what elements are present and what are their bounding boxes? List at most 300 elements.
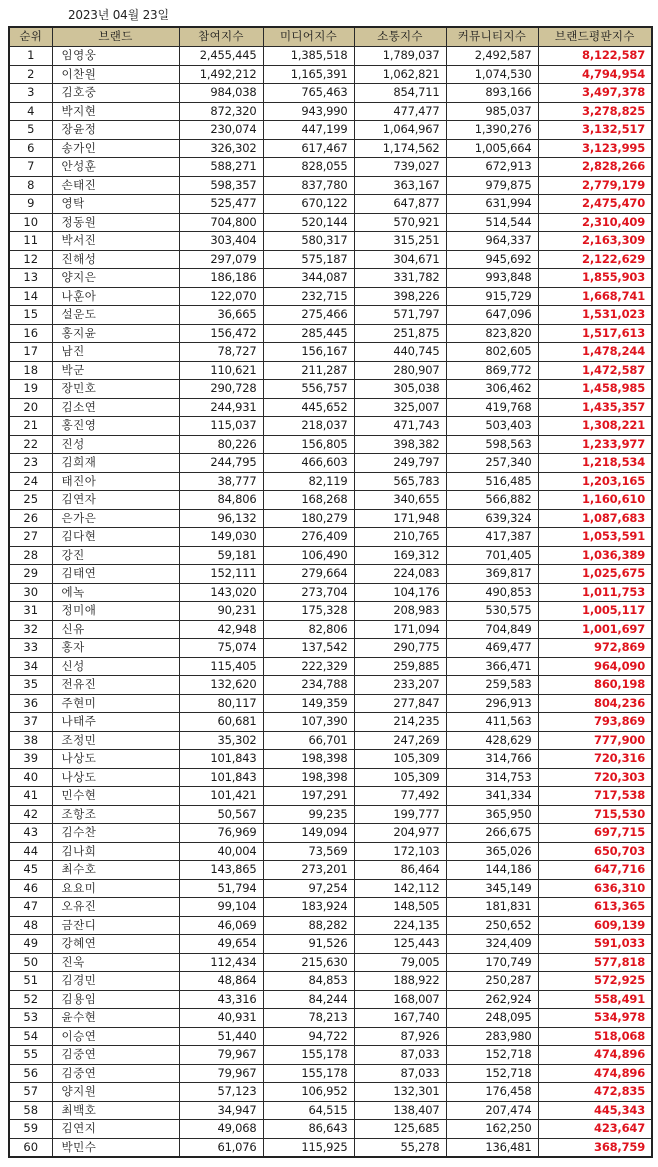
col-header-communication: 소통지수 — [354, 27, 446, 47]
media-cell: 156,805 — [263, 435, 354, 454]
brand-cell: 태진아 — [52, 472, 179, 491]
community-cell: 259,583 — [446, 676, 538, 695]
table-row — [9, 306, 652, 325]
communication-cell: 77,492 — [354, 787, 446, 806]
rank-cell: 18 — [9, 361, 52, 380]
rank-cell: 49 — [9, 935, 52, 954]
brand-cell: 김중연 — [52, 1064, 179, 1083]
communication-cell: 104,176 — [354, 583, 446, 602]
communication-cell: 171,094 — [354, 620, 446, 639]
table-row — [9, 195, 652, 214]
reputation-score-cell: 1,233,977 — [538, 435, 652, 454]
table-row — [9, 65, 652, 84]
brand-cell: 임영웅 — [52, 47, 179, 66]
brand-cell: 홍자 — [52, 639, 179, 658]
community-cell: 419,768 — [446, 398, 538, 417]
participation-cell: 80,117 — [179, 694, 263, 713]
community-cell: 802,605 — [446, 343, 538, 362]
participation-cell: 49,654 — [179, 935, 263, 954]
col-header-community: 커뮤니티지수 — [446, 27, 538, 47]
participation-cell: 297,079 — [179, 250, 263, 269]
brand-cell: 최백호 — [52, 1101, 179, 1120]
reputation-score-cell: 715,530 — [538, 805, 652, 824]
table-row — [9, 842, 652, 861]
reputation-score-cell: 793,869 — [538, 713, 652, 732]
community-cell: 250,287 — [446, 972, 538, 991]
media-cell: 198,398 — [263, 750, 354, 769]
media-cell: 218,037 — [263, 417, 354, 436]
communication-cell: 171,948 — [354, 509, 446, 528]
participation-cell: 704,800 — [179, 213, 263, 232]
participation-cell: 156,472 — [179, 324, 263, 343]
table-row — [9, 287, 652, 306]
brand-cell: 조정민 — [52, 731, 179, 750]
media-cell: 556,757 — [263, 380, 354, 399]
brand-cell: 장윤정 — [52, 121, 179, 140]
media-cell: 107,390 — [263, 713, 354, 732]
rank-cell: 50 — [9, 953, 52, 972]
participation-cell: 112,434 — [179, 953, 263, 972]
brand-cell: 영탁 — [52, 195, 179, 214]
reputation-score-cell: 964,090 — [538, 657, 652, 676]
rank-cell: 29 — [9, 565, 52, 584]
rank-cell: 37 — [9, 713, 52, 732]
rank-cell: 51 — [9, 972, 52, 991]
reputation-score-cell: 804,236 — [538, 694, 652, 713]
communication-cell: 477,477 — [354, 102, 446, 121]
reputation-score-cell: 1,087,683 — [538, 509, 652, 528]
table-row — [9, 102, 652, 121]
community-cell: 514,544 — [446, 213, 538, 232]
brand-cell: 김용임 — [52, 990, 179, 1009]
reputation-score-cell: 472,835 — [538, 1083, 652, 1102]
community-cell: 324,409 — [446, 935, 538, 954]
reputation-score-cell: 518,068 — [538, 1027, 652, 1046]
communication-cell: 315,251 — [354, 232, 446, 251]
brand-cell: 조항조 — [52, 805, 179, 824]
rank-cell: 25 — [9, 491, 52, 510]
participation-cell: 143,020 — [179, 583, 263, 602]
community-cell: 152,718 — [446, 1046, 538, 1065]
table-row — [9, 491, 652, 510]
brand-cell: 홍진영 — [52, 417, 179, 436]
reputation-score-cell: 1,435,357 — [538, 398, 652, 417]
participation-cell: 303,404 — [179, 232, 263, 251]
brand-cell: 안성훈 — [52, 158, 179, 177]
brand-cell: 박지현 — [52, 102, 179, 121]
reputation-score-cell: 1,203,165 — [538, 472, 652, 491]
brand-cell: 최수호 — [52, 861, 179, 880]
rank-cell: 1 — [9, 47, 52, 66]
media-cell: 64,515 — [263, 1101, 354, 1120]
community-cell: 417,387 — [446, 528, 538, 547]
reputation-score-cell: 636,310 — [538, 879, 652, 898]
table-row — [9, 824, 652, 843]
reputation-score-cell: 1,531,023 — [538, 306, 652, 325]
brand-cell: 은가은 — [52, 509, 179, 528]
community-cell: 365,026 — [446, 842, 538, 861]
communication-cell: 125,685 — [354, 1120, 446, 1139]
brand-cell: 양지원 — [52, 1083, 179, 1102]
col-header-reputation: 브랜드평판지수 — [538, 27, 652, 47]
brand-cell: 요요미 — [52, 879, 179, 898]
communication-cell: 208,983 — [354, 602, 446, 621]
media-cell: 447,199 — [263, 121, 354, 140]
community-cell: 176,458 — [446, 1083, 538, 1102]
table-row — [9, 583, 652, 602]
community-cell: 1,005,664 — [446, 139, 538, 158]
rank-cell: 47 — [9, 898, 52, 917]
community-cell: 262,924 — [446, 990, 538, 1009]
rank-cell: 40 — [9, 768, 52, 787]
community-cell: 181,831 — [446, 898, 538, 917]
reputation-score-cell: 650,703 — [538, 842, 652, 861]
media-cell: 78,213 — [263, 1009, 354, 1028]
media-cell: 84,244 — [263, 990, 354, 1009]
participation-cell: 78,727 — [179, 343, 263, 362]
media-cell: 156,167 — [263, 343, 354, 362]
rank-cell: 19 — [9, 380, 52, 399]
brand-reputation-table — [8, 26, 653, 1158]
communication-cell: 1,064,967 — [354, 121, 446, 140]
participation-cell: 290,728 — [179, 380, 263, 399]
community-cell: 469,477 — [446, 639, 538, 658]
table-row — [9, 398, 652, 417]
table-row — [9, 1138, 652, 1157]
reputation-score-cell: 1,855,903 — [538, 269, 652, 288]
reputation-score-cell: 613,365 — [538, 898, 652, 917]
media-cell: 86,643 — [263, 1120, 354, 1139]
rank-cell: 14 — [9, 287, 52, 306]
participation-cell: 51,794 — [179, 879, 263, 898]
table-row — [9, 657, 652, 676]
table-row — [9, 84, 652, 103]
communication-cell: 105,309 — [354, 750, 446, 769]
table-row — [9, 676, 652, 695]
communication-cell: 214,235 — [354, 713, 446, 732]
community-cell: 369,817 — [446, 565, 538, 584]
rank-cell: 6 — [9, 139, 52, 158]
rank-cell: 26 — [9, 509, 52, 528]
reputation-score-cell: 8,122,587 — [538, 47, 652, 66]
communication-cell: 325,007 — [354, 398, 446, 417]
community-cell: 701,405 — [446, 546, 538, 565]
brand-cell: 박서진 — [52, 232, 179, 251]
communication-cell: 233,207 — [354, 676, 446, 695]
rank-cell: 56 — [9, 1064, 52, 1083]
rank-cell: 2 — [9, 65, 52, 84]
reputation-score-cell: 720,316 — [538, 750, 652, 769]
participation-cell: 38,777 — [179, 472, 263, 491]
communication-cell: 87,926 — [354, 1027, 446, 1046]
reputation-score-cell: 3,132,517 — [538, 121, 652, 140]
communication-cell: 1,062,821 — [354, 65, 446, 84]
rank-cell: 5 — [9, 121, 52, 140]
brand-cell: 나훈아 — [52, 287, 179, 306]
communication-cell: 247,269 — [354, 731, 446, 750]
rank-cell: 7 — [9, 158, 52, 177]
media-cell: 115,925 — [263, 1138, 354, 1157]
reputation-score-cell: 1,025,675 — [538, 565, 652, 584]
communication-cell: 363,167 — [354, 176, 446, 195]
table-row — [9, 528, 652, 547]
rank-cell: 11 — [9, 232, 52, 251]
media-cell: 84,853 — [263, 972, 354, 991]
media-cell: 234,788 — [263, 676, 354, 695]
table-row — [9, 546, 652, 565]
media-cell: 211,287 — [263, 361, 354, 380]
communication-cell: 259,885 — [354, 657, 446, 676]
reputation-score-cell: 445,343 — [538, 1101, 652, 1120]
reputation-score-cell: 558,491 — [538, 990, 652, 1009]
rank-cell: 21 — [9, 417, 52, 436]
brand-cell: 윤수현 — [52, 1009, 179, 1028]
rank-cell: 44 — [9, 842, 52, 861]
rank-cell: 17 — [9, 343, 52, 362]
community-cell: 1,390,276 — [446, 121, 538, 140]
participation-cell: 36,665 — [179, 306, 263, 325]
communication-cell: 571,797 — [354, 306, 446, 325]
table-row — [9, 213, 652, 232]
table-row — [9, 1027, 652, 1046]
reputation-score-cell: 423,647 — [538, 1120, 652, 1139]
table-row — [9, 472, 652, 491]
rank-cell: 27 — [9, 528, 52, 547]
media-cell: 520,144 — [263, 213, 354, 232]
rank-cell: 31 — [9, 602, 52, 621]
participation-cell: 49,068 — [179, 1120, 263, 1139]
media-cell: 88,282 — [263, 916, 354, 935]
participation-cell: 101,843 — [179, 768, 263, 787]
participation-cell: 115,405 — [179, 657, 263, 676]
community-cell: 1,074,530 — [446, 65, 538, 84]
table-row — [9, 176, 652, 195]
community-cell: 248,095 — [446, 1009, 538, 1028]
communication-cell: 142,112 — [354, 879, 446, 898]
table-row — [9, 639, 652, 658]
rank-cell: 13 — [9, 269, 52, 288]
reputation-score-cell: 777,900 — [538, 731, 652, 750]
rank-cell: 58 — [9, 1101, 52, 1120]
brand-cell: 진해성 — [52, 250, 179, 269]
brand-cell: 이찬원 — [52, 65, 179, 84]
media-cell: 1,165,391 — [263, 65, 354, 84]
participation-cell: 101,421 — [179, 787, 263, 806]
media-cell: 215,630 — [263, 953, 354, 972]
participation-cell: 1,492,212 — [179, 65, 263, 84]
communication-cell: 249,797 — [354, 454, 446, 473]
reputation-score-cell: 1,005,117 — [538, 602, 652, 621]
participation-cell: 90,231 — [179, 602, 263, 621]
media-cell: 137,542 — [263, 639, 354, 658]
reputation-score-cell: 591,033 — [538, 935, 652, 954]
table-row — [9, 731, 652, 750]
reputation-score-cell: 474,896 — [538, 1064, 652, 1083]
participation-cell: 60,681 — [179, 713, 263, 732]
community-cell: 162,250 — [446, 1120, 538, 1139]
rank-cell: 9 — [9, 195, 52, 214]
media-cell: 99,235 — [263, 805, 354, 824]
community-cell: 964,337 — [446, 232, 538, 251]
communication-cell: 138,407 — [354, 1101, 446, 1120]
table-row — [9, 232, 652, 251]
community-cell: 869,772 — [446, 361, 538, 380]
rank-cell: 12 — [9, 250, 52, 269]
communication-cell: 280,907 — [354, 361, 446, 380]
communication-cell: 304,671 — [354, 250, 446, 269]
media-cell: 670,122 — [263, 195, 354, 214]
media-cell: 94,722 — [263, 1027, 354, 1046]
participation-cell: 75,074 — [179, 639, 263, 658]
reputation-score-cell: 2,163,309 — [538, 232, 652, 251]
participation-cell: 99,104 — [179, 898, 263, 917]
reputation-score-cell: 1,458,985 — [538, 380, 652, 399]
col-header-participation: 참여지수 — [179, 27, 263, 47]
media-cell: 344,087 — [263, 269, 354, 288]
rank-cell: 20 — [9, 398, 52, 417]
rank-cell: 42 — [9, 805, 52, 824]
reputation-score-cell: 1,308,221 — [538, 417, 652, 436]
communication-cell: 277,847 — [354, 694, 446, 713]
brand-cell: 손태진 — [52, 176, 179, 195]
table-row — [9, 694, 652, 713]
brand-cell: 장민호 — [52, 380, 179, 399]
media-cell: 275,466 — [263, 306, 354, 325]
brand-cell: 김호중 — [52, 84, 179, 103]
community-cell: 639,324 — [446, 509, 538, 528]
media-cell: 106,490 — [263, 546, 354, 565]
table-row — [9, 417, 652, 436]
rank-cell: 32 — [9, 620, 52, 639]
communication-cell: 471,743 — [354, 417, 446, 436]
media-cell: 617,467 — [263, 139, 354, 158]
brand-cell: 박민수 — [52, 1138, 179, 1157]
community-cell: 647,096 — [446, 306, 538, 325]
table-row — [9, 972, 652, 991]
media-cell: 943,990 — [263, 102, 354, 121]
communication-cell: 168,007 — [354, 990, 446, 1009]
community-cell: 631,994 — [446, 195, 538, 214]
community-cell: 979,875 — [446, 176, 538, 195]
community-cell: 2,492,587 — [446, 47, 538, 66]
media-cell: 197,291 — [263, 787, 354, 806]
brand-cell: 신성 — [52, 657, 179, 676]
community-cell: 366,471 — [446, 657, 538, 676]
table-body — [9, 47, 652, 1158]
brand-cell: 양지은 — [52, 269, 179, 288]
brand-cell: 주현미 — [52, 694, 179, 713]
brand-cell: 나태주 — [52, 713, 179, 732]
reputation-score-cell: 1,001,697 — [538, 620, 652, 639]
table-row — [9, 250, 652, 269]
participation-cell: 76,969 — [179, 824, 263, 843]
reputation-score-cell: 2,828,266 — [538, 158, 652, 177]
table-row — [9, 435, 652, 454]
brand-cell: 민수현 — [52, 787, 179, 806]
community-cell: 672,913 — [446, 158, 538, 177]
participation-cell: 132,620 — [179, 676, 263, 695]
community-cell: 283,980 — [446, 1027, 538, 1046]
table-row — [9, 1009, 652, 1028]
reputation-score-cell: 697,715 — [538, 824, 652, 843]
participation-cell: 588,271 — [179, 158, 263, 177]
rank-cell: 46 — [9, 879, 52, 898]
participation-cell: 79,967 — [179, 1064, 263, 1083]
reputation-score-cell: 1,011,753 — [538, 583, 652, 602]
col-header-brand: 브랜드 — [52, 27, 179, 47]
reputation-score-cell: 1,218,534 — [538, 454, 652, 473]
community-cell: 993,848 — [446, 269, 538, 288]
rank-cell: 52 — [9, 990, 52, 1009]
communication-cell: 224,083 — [354, 565, 446, 584]
rank-cell: 53 — [9, 1009, 52, 1028]
media-cell: 222,329 — [263, 657, 354, 676]
table-row — [9, 121, 652, 140]
reputation-score-cell: 1,668,741 — [538, 287, 652, 306]
communication-cell: 169,312 — [354, 546, 446, 565]
table-row — [9, 990, 652, 1009]
media-cell: 149,359 — [263, 694, 354, 713]
reputation-score-cell: 1,478,244 — [538, 343, 652, 362]
reputation-score-cell: 860,198 — [538, 676, 652, 695]
table-row — [9, 361, 652, 380]
communication-cell: 125,443 — [354, 935, 446, 954]
rank-cell: 55 — [9, 1046, 52, 1065]
table-row — [9, 787, 652, 806]
reputation-score-cell: 1,053,591 — [538, 528, 652, 547]
rank-cell: 41 — [9, 787, 52, 806]
table-row — [9, 750, 652, 769]
rank-cell: 8 — [9, 176, 52, 195]
brand-cell: 김수찬 — [52, 824, 179, 843]
rank-cell: 45 — [9, 861, 52, 880]
brand-cell: 김소연 — [52, 398, 179, 417]
media-cell: 97,254 — [263, 879, 354, 898]
community-cell: 314,753 — [446, 768, 538, 787]
participation-cell: 244,931 — [179, 398, 263, 417]
brand-cell: 진성 — [52, 435, 179, 454]
rank-cell: 54 — [9, 1027, 52, 1046]
participation-cell: 110,621 — [179, 361, 263, 380]
reputation-score-cell: 3,278,825 — [538, 102, 652, 121]
reputation-score-cell: 3,497,378 — [538, 84, 652, 103]
table-row — [9, 47, 652, 66]
table-row — [9, 898, 652, 917]
table-row — [9, 879, 652, 898]
brand-cell: 나상도 — [52, 750, 179, 769]
communication-cell: 570,921 — [354, 213, 446, 232]
table-row — [9, 805, 652, 824]
brand-cell: 강혜연 — [52, 935, 179, 954]
communication-cell: 188,922 — [354, 972, 446, 991]
rank-cell: 59 — [9, 1120, 52, 1139]
participation-cell: 40,004 — [179, 842, 263, 861]
table-row — [9, 953, 652, 972]
media-cell: 198,398 — [263, 768, 354, 787]
community-cell: 945,692 — [446, 250, 538, 269]
participation-cell: 59,181 — [179, 546, 263, 565]
rank-cell: 15 — [9, 306, 52, 325]
participation-cell: 50,567 — [179, 805, 263, 824]
media-cell: 180,279 — [263, 509, 354, 528]
community-cell: 566,882 — [446, 491, 538, 510]
communication-cell: 398,226 — [354, 287, 446, 306]
col-header-rank: 순위 — [9, 27, 52, 47]
media-cell: 1,385,518 — [263, 47, 354, 66]
rank-cell: 24 — [9, 472, 52, 491]
rank-cell: 28 — [9, 546, 52, 565]
communication-cell: 398,382 — [354, 435, 446, 454]
